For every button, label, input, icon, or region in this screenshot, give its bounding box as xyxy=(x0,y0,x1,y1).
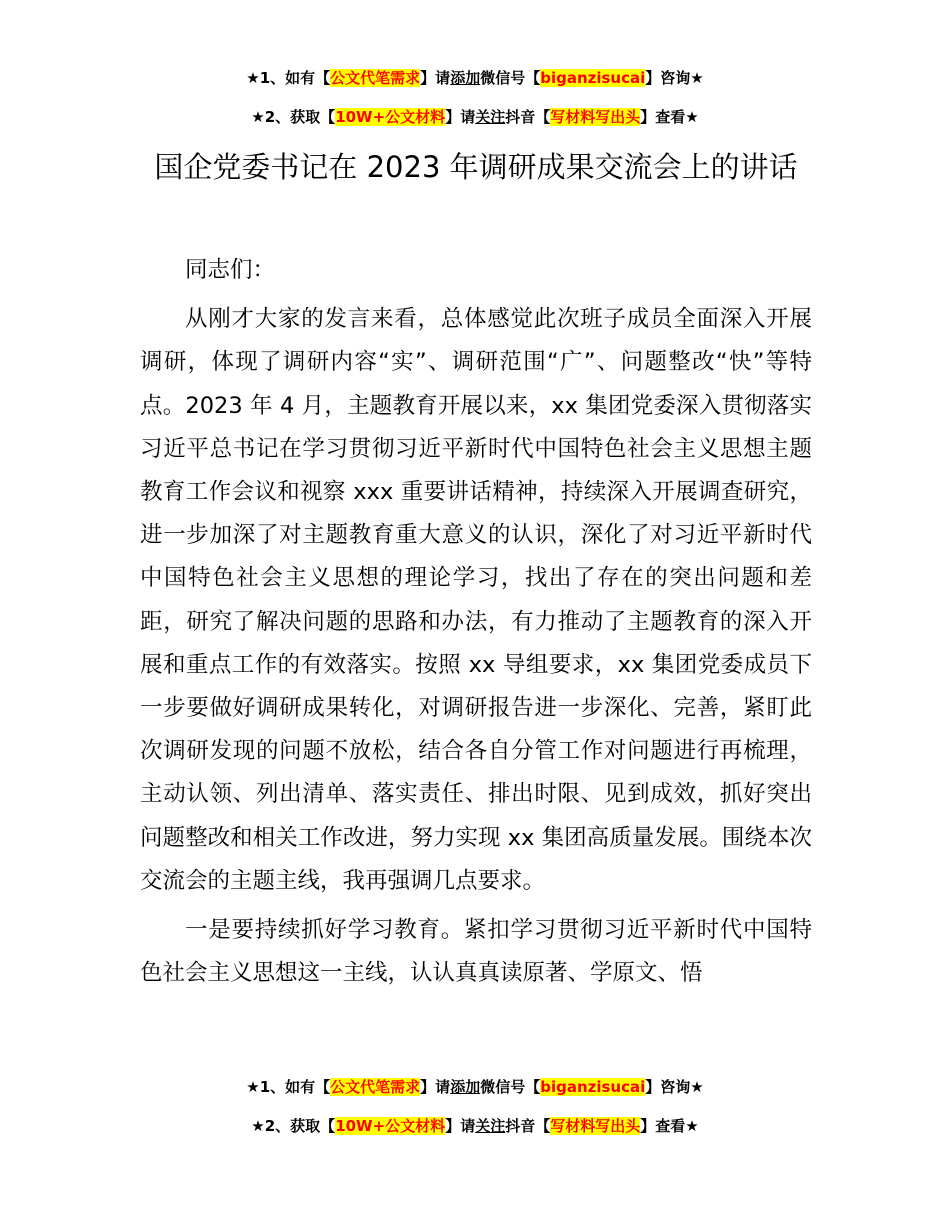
ad-text: ★1、如有【 xyxy=(246,69,331,87)
ad-text: ★2、获取【 xyxy=(251,1117,336,1135)
ad-text: 】请 xyxy=(420,69,451,87)
ad-text: 抖音【 xyxy=(505,108,551,126)
ad-underlined-text: 关注 xyxy=(475,1117,506,1135)
ad-text: 】请 xyxy=(420,1078,451,1096)
ad-text: 】请 xyxy=(445,1117,476,1135)
ad-text: 微信号【 xyxy=(480,69,541,87)
footer-ad-line-1 xyxy=(0,1077,950,1097)
ad-underlined-text: 添加 xyxy=(450,1078,481,1096)
ad-highlight: 写材料写出头 xyxy=(550,108,641,126)
document-body xyxy=(140,249,812,1001)
ad-highlight: biganzisucai xyxy=(540,69,646,87)
ad-text: 】咨询★ xyxy=(645,69,704,87)
ad-highlight: 公文代笔需求 xyxy=(330,69,421,87)
ad-underlined-text: 关注 xyxy=(475,108,506,126)
footer-ad-line-2 xyxy=(0,1116,950,1136)
document-title: 国企党委书记在 2023 年调研成果交流会上的讲话 xyxy=(154,150,798,184)
ad-highlight: 写材料写出头 xyxy=(550,1117,641,1135)
ad-highlight: biganzisucai xyxy=(540,1078,646,1096)
ad-text: 抖音【 xyxy=(505,1117,551,1135)
ad-text: 】查看★ xyxy=(640,1117,699,1135)
header-ad-line-2 xyxy=(0,107,950,127)
ad-text: ★2、获取【 xyxy=(251,108,336,126)
body-paragraph: 从刚才大家的发言来看，总体感觉此次班子成员全面深入开展调研，体现了调研内容“实”、调研范围“广”、问题整改“快”等特点。2023 年 4 月，主题教育开展以来，xx 集团党委深入贯彻落实习近平总书记在学习贯彻习近平新时代中国特色社会主义思想主题教育工作会议和视察 xxx 重要讲话精神，持续深入开展调查研究，进一步加深了对主题教育重大意义的认识，深化了对习近平新时代中国特色社会主义思想的理论学习，找出了存在的突出问题和差距，研究了解决问题的思路和办法，有力推动了主题教育的深入开展和重点工作的有效落实。按照 xx 导组要求，xx 集团党委成员下一步要做好调研成果转化，对调研报告进一步深化、完善，紧盯此次调研发现的问题不放松，结合各自分管工作对问题进行再梳理，主动认领、列出清单、落实责任、排出时限、见到成效，抓好突出问题整改和相关工作改进，努力实现 xx 集团高质量发展。围绕本次交流会的主题主线，我再强调几点要求。 xyxy=(140,306,812,894)
ad-text: 】咨询★ xyxy=(645,1078,704,1096)
ad-highlight: 10W+公文材料 xyxy=(335,1117,446,1135)
header-ad-line-1 xyxy=(0,68,950,88)
ad-underlined-text: 添加 xyxy=(450,69,481,87)
salutation: 同志们： xyxy=(185,257,276,283)
body-paragraph: 一是要持续抓好学习教育。紧扣学习贯彻习近平新时代中国特色社会主义思想这一主线，认认真真读原著、学原文、悟 xyxy=(140,917,812,987)
ad-text: 微信号【 xyxy=(480,1078,541,1096)
ad-text: 】查看★ xyxy=(640,108,699,126)
ad-text: ★1、如有【 xyxy=(246,1078,331,1096)
ad-highlight: 公文代笔需求 xyxy=(330,1078,421,1096)
ad-text: 】请 xyxy=(445,108,476,126)
ad-highlight: 10W+公文材料 xyxy=(335,108,446,126)
